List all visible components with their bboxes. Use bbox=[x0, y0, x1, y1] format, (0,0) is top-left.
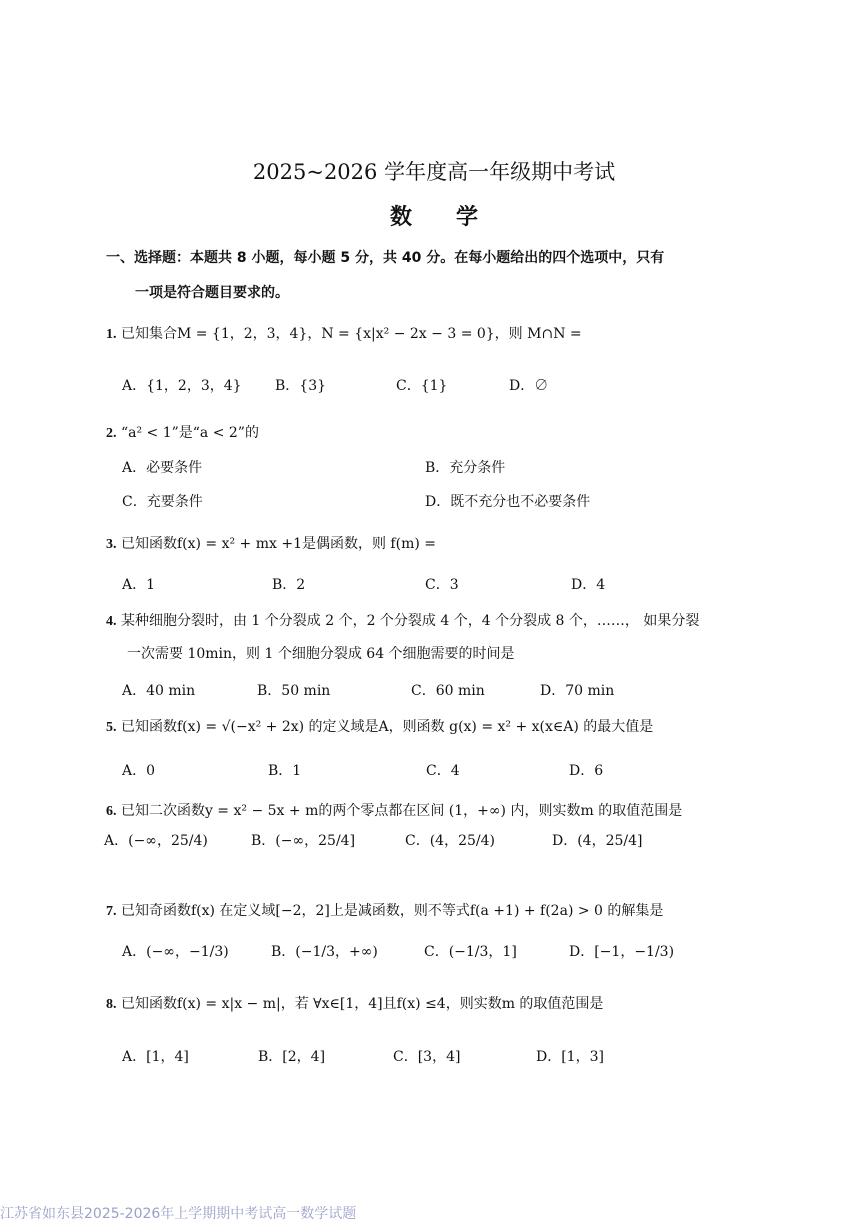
question-3 bbox=[106, 533, 436, 553]
question-5 bbox=[106, 716, 653, 736]
q1-option-c: C．{1} bbox=[396, 378, 448, 394]
q8-option-c: C．[3，4] bbox=[393, 1049, 461, 1065]
q8-option-a: A．[1，4] bbox=[122, 1049, 189, 1065]
q6-option-a: A．(−∞，25/4) bbox=[104, 833, 208, 849]
q5-option-b: B．1 bbox=[268, 763, 302, 779]
q7-option-a: A．(−∞，−1/3) bbox=[122, 944, 229, 960]
question-2 bbox=[106, 422, 259, 442]
q4-option-b: B．50 min bbox=[257, 683, 331, 699]
question-number: 7. bbox=[106, 904, 117, 919]
q7-option-b: B．(−1/3，+∞) bbox=[271, 944, 378, 960]
footer-watermark: 江苏省如东县2025-2026年上学期期中考试高一数学试题 bbox=[0, 1206, 357, 1222]
q1-option-b: B．{3} bbox=[275, 378, 327, 394]
q4-option-a: A．40 min bbox=[122, 683, 196, 699]
question-7 bbox=[106, 900, 663, 920]
section-instructions-line2: 一项是符合题目要求的。 bbox=[135, 285, 289, 301]
q7-option-c: C．(−1/3，1] bbox=[424, 944, 517, 960]
question-6 bbox=[106, 800, 682, 820]
question-number: 2. bbox=[106, 426, 117, 441]
question-stem: 已知函数f(x) = x|x − m|，若 ∀x∈[1，4]且f(x) ≤4，则实数m 的取值范围是 bbox=[120, 996, 604, 1012]
q8-option-d: D．[1，3] bbox=[536, 1049, 604, 1065]
subject-char-1: 数 bbox=[389, 204, 412, 230]
question-number: 3. bbox=[106, 537, 117, 552]
q8-option-b: B．[2，4] bbox=[258, 1049, 326, 1065]
q2-option-b: B．充分条件 bbox=[425, 460, 506, 476]
q1-option-a: A．{1，2，3，4} bbox=[122, 378, 242, 394]
question-number: 4. bbox=[106, 614, 117, 629]
q2-option-a: A．必要条件 bbox=[122, 460, 203, 476]
q2-option-d: D．既不充分也不必要条件 bbox=[425, 494, 591, 510]
q6-option-b: B．(−∞，25/4] bbox=[251, 833, 356, 849]
question-number: 6. bbox=[106, 804, 117, 819]
question-4 bbox=[106, 610, 699, 630]
q4-option-c: C．60 min bbox=[411, 683, 485, 699]
q6-option-c: C．(4，25/4) bbox=[405, 833, 495, 849]
q3-option-c: C．3 bbox=[425, 577, 459, 593]
question-8 bbox=[106, 993, 603, 1013]
section-instructions-line1: 一、选择题：本题共 8 小题，每小题 5 分，共 40 分。在每小题给出的四个选项中，只有 bbox=[106, 250, 665, 266]
q4-option-d: D．70 min bbox=[540, 683, 615, 699]
subject-heading bbox=[0, 200, 868, 231]
q5-option-c: C．4 bbox=[426, 763, 460, 779]
question-number: 8. bbox=[106, 997, 117, 1012]
q5-option-d: D．6 bbox=[569, 763, 604, 779]
question-stem: 已知奇函数f(x) 在定义域[−2，2]上是减函数，则不等式f(a +1) + f(2a) > 0 的解集是 bbox=[120, 903, 664, 919]
q6-option-d: D．(4，25/4] bbox=[552, 833, 643, 849]
q3-option-a: A．1 bbox=[122, 577, 156, 593]
q3-option-b: B．2 bbox=[272, 577, 306, 593]
q5-option-a: A．0 bbox=[122, 763, 156, 779]
q1-option-d: D．∅ bbox=[509, 378, 549, 394]
question-stem: 已知函数f(x) = x² + mx +1是偶函数，则 f(m) = bbox=[120, 536, 436, 552]
exam-title: 2025~2026 学年度高一年级期中考试 bbox=[252, 160, 616, 184]
question-stem: 已知二次函数y = x² − 5x + m的两个零点都在区间 (1，+∞) 内，则实数m 的取值范围是 bbox=[120, 803, 683, 819]
q3-option-d: D．4 bbox=[571, 577, 606, 593]
question-stem: 已知函数f(x) = √(−x² + 2x) 的定义域是A，则函数 g(x) = x² + x(x∈A) 的最大值是 bbox=[120, 719, 654, 735]
question-stem: 已知集合M = {1，2，3，4}，N = {x|x² − 2x − 3 = 0}，则 M∩N = bbox=[120, 326, 582, 342]
q2-option-c: C．充要条件 bbox=[122, 494, 203, 510]
q7-option-d: D．[−1，−1/3) bbox=[569, 944, 675, 960]
question-stem: 某种细胞分裂时，由 1 个分裂成 2 个，2 个分裂成 4 个，4 个分裂成 8 个，……， 如果分裂 bbox=[120, 613, 700, 629]
question-stem: “a² < 1”是“a < 2”的 bbox=[120, 425, 259, 441]
question-number: 5. bbox=[106, 720, 117, 735]
question-number: 1. bbox=[106, 327, 117, 342]
question-1 bbox=[106, 323, 582, 343]
subject-char-2: 学 bbox=[456, 204, 479, 230]
question-4-continued: 一次需要 10min，则 1 个细胞分裂成 64 个细胞需要的时间是 bbox=[127, 646, 515, 662]
